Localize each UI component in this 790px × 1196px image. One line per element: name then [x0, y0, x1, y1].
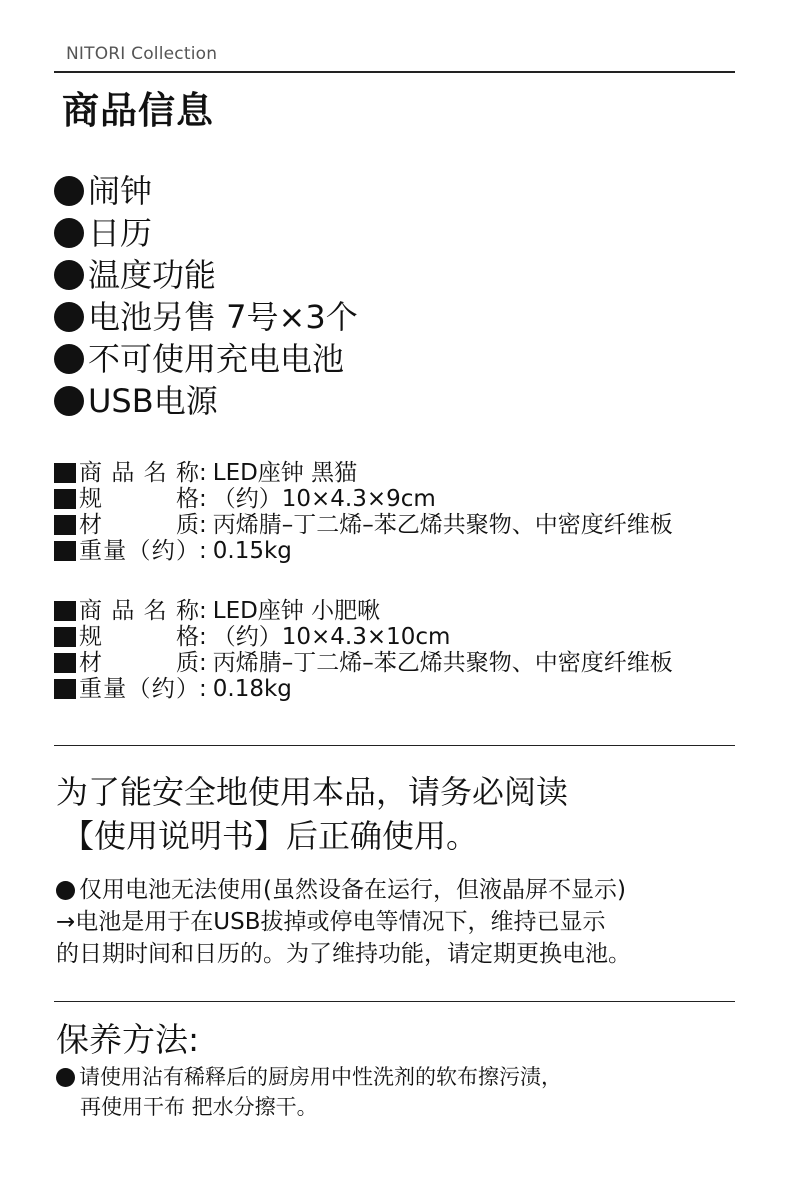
- colon: :: [199, 538, 207, 564]
- bullet-dot-icon: [54, 218, 84, 248]
- spec-label: 重量（约）: [79, 676, 199, 702]
- bullet-square-icon: [54, 679, 76, 699]
- spec-value: 0.15kg: [212, 538, 292, 564]
- spec-label: 重量（约）: [79, 538, 199, 564]
- brand-name: NITORI Collection: [66, 44, 218, 64]
- care-instructions: [56, 1062, 562, 1122]
- bullet-square-icon: [54, 541, 76, 561]
- care-line: [56, 1062, 562, 1092]
- bullet-square-icon: [54, 515, 76, 535]
- feature-text: 闹钟: [88, 172, 153, 210]
- bullet-dot-icon: [54, 344, 84, 374]
- bullet-square-icon: [54, 489, 76, 509]
- spec-row-weight: [54, 538, 673, 564]
- colon: :: [199, 460, 207, 486]
- colon: :: [199, 624, 207, 650]
- feature-text: 温度功能: [88, 256, 217, 294]
- spec-row-name: [54, 460, 673, 486]
- product-spec-small-bird: [54, 598, 673, 702]
- spec-row-material: [54, 650, 673, 676]
- note-line: [56, 906, 631, 938]
- bullet-square-icon: [54, 653, 76, 673]
- bullet-dot-icon: [54, 302, 84, 332]
- spec-value: LED座钟 小肥啾: [212, 598, 381, 624]
- spec-value: 丙烯腈–丁二烯–苯乙烯共聚物、中密度纤维板: [212, 512, 673, 538]
- care-text: 请使用沾有稀释后的厨房用中性洗剂的软布擦污渍，: [79, 1065, 562, 1089]
- spec-label: 材质: [79, 512, 199, 538]
- bullet-dot-icon: [54, 176, 84, 206]
- feature-item: [54, 338, 358, 380]
- spec-row-size: [54, 486, 673, 512]
- note-line: [56, 938, 631, 970]
- spec-value: LED座钟 黑猫: [212, 460, 358, 486]
- battery-note: [56, 874, 631, 970]
- spec-label: 规格: [79, 624, 199, 650]
- spec-value: （约）10×4.3×10cm: [212, 624, 451, 650]
- spec-row-material: [54, 512, 673, 538]
- spec-label: 商品名称: [79, 460, 199, 486]
- feature-item: [54, 296, 358, 338]
- spec-row-name: [54, 598, 673, 624]
- spec-value: （约）10×4.3×9cm: [212, 486, 436, 512]
- bullet-dot-icon: [56, 1068, 75, 1087]
- note-text: 仅用电池无法使用(虽然设备在运行，但液晶屏不显示): [79, 877, 626, 903]
- note-text: →电池是用于在USB拔掉或停电等情况下，维持已显示: [56, 909, 606, 935]
- section-divider: [54, 1001, 735, 1002]
- colon: :: [199, 486, 207, 512]
- product-spec-black-cat: [54, 460, 673, 564]
- colon: :: [199, 650, 207, 676]
- care-title: 保养方法:: [56, 1020, 200, 1059]
- spec-label: 规格: [79, 486, 199, 512]
- spec-value: 0.18kg: [212, 676, 292, 702]
- bullet-dot-icon: [54, 386, 84, 416]
- spec-row-weight: [54, 676, 673, 702]
- feature-item: [54, 212, 358, 254]
- safety-line-2: 【使用说明书】后正确使用。: [62, 817, 479, 855]
- colon: :: [199, 598, 207, 624]
- bullet-square-icon: [54, 463, 76, 483]
- spec-row-size: [54, 624, 673, 650]
- care-line: [56, 1092, 562, 1122]
- spec-value: 丙烯腈–丁二烯–苯乙烯共聚物、中密度纤维板: [212, 650, 673, 676]
- spec-label: 商品名称: [79, 598, 199, 624]
- feature-item: [54, 254, 358, 296]
- safety-line-1: 为了能安全地使用本品，请务必阅读: [56, 773, 569, 811]
- feature-list: [54, 170, 358, 422]
- note-line: [56, 874, 631, 906]
- note-text: 的日期时间和日历的。为了维持功能，请定期更换电池。: [56, 941, 631, 967]
- feature-item: [54, 380, 358, 422]
- feature-text: 电池另售 7号×3个: [88, 298, 358, 336]
- bullet-square-icon: [54, 601, 76, 621]
- bullet-square-icon: [54, 627, 76, 647]
- colon: :: [199, 676, 207, 702]
- colon: :: [199, 512, 207, 538]
- section-divider: [54, 745, 735, 746]
- feature-text: 日历: [88, 214, 153, 252]
- bullet-dot-icon: [54, 260, 84, 290]
- bullet-dot-icon: [56, 881, 75, 900]
- safety-heading: [56, 770, 568, 858]
- care-text: 再使用干布 把水分擦干。: [80, 1095, 318, 1119]
- top-divider: [54, 71, 735, 73]
- page-title: 商品信息: [62, 89, 214, 132]
- feature-item: [54, 170, 358, 212]
- feature-text: USB电源: [88, 382, 218, 420]
- spec-label: 材质: [79, 650, 199, 676]
- feature-text: 不可使用充电电池: [88, 340, 345, 378]
